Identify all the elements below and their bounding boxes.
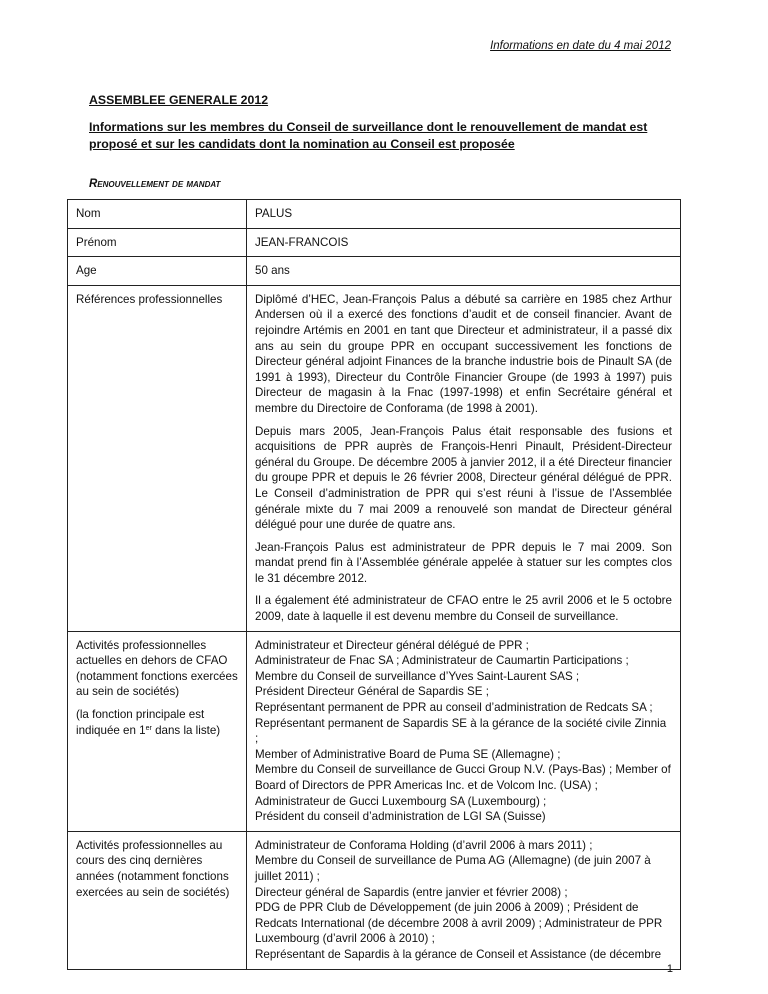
activity-line: Membre du Conseil de surveillance d’Yves Saint-Laurent SAS ; <box>255 669 580 683</box>
note-text: (la fonction principale est indiquée en 1 <box>76 708 205 737</box>
document-title: ASSEMBLEE GENERALE 2012 <box>89 93 269 107</box>
value-age: 50 ans <box>247 257 681 286</box>
label-prenom: Prénom <box>68 228 247 257</box>
table-row-references <box>68 285 681 631</box>
value-activites-actuelles <box>247 631 681 831</box>
past-activity-line: Représentant de Sapardis à la gérance de Conseil et Assistance (de décembre <box>255 947 662 961</box>
references-paragraph: Diplômé d’HEC, Jean-François Palus a débuté sa carrière en 1985 chez Arthur Andersen où il a exercé des fonctions d’audit et de conseil financier. Avant de rejoindre Artémis en 2001 en tant que Directeur et administrateur, il a passé dix ans au sein du groupe PPR en occupant successivement les fonctions de Directeur général adjoint Finances de la branche industrie bois de Pinault SA (de 1991 à 1993), Directeur du Contrôle Financier Groupe (de 1993 à 1997) puis Directeur de magasin à la Fnac (1997-1998) et enfin Secrétaire général et membre du Directoire de Conforama (de 1998 à 2001). <box>255 292 672 415</box>
value-prenom: JEAN-FRANCOIS <box>247 228 681 257</box>
table-row-nom <box>68 200 681 229</box>
past-activity-line: Directeur général de Sapardis (entre janvier et février 2008) ; <box>255 885 568 899</box>
label-activites-passees: Activités professionnelles au cours des cinq dernières années (notamment fonctions exercées au sein de sociétés) <box>68 831 247 969</box>
table-row-activites-actuelles <box>68 631 681 831</box>
label-activites-actuelles <box>68 631 247 831</box>
activity-line: Administrateur de Fnac SA ; Administrateur de Caumartin Participations ; <box>255 654 629 668</box>
document-subtitle: Informations sur les membres du Conseil de surveillance dont le renouvellement de mandat est proposé et sur les candidats dont la nomination au Conseil est proposée <box>89 120 648 151</box>
activity-line: Administrateur de Gucci Luxembourg SA (Luxembourg) ; <box>255 794 547 808</box>
past-activity-line: Luxembourg (d’avril 2006 à 2010) ; <box>255 932 435 946</box>
label-nom: Nom <box>68 200 247 229</box>
member-info-table <box>67 199 681 970</box>
activites-actuelles-note <box>76 707 238 738</box>
past-activity-line: Redcats International (de décembre 2008 à avril 2009) ; Administrateur de PPR <box>255 916 663 930</box>
table-row-age <box>68 257 681 286</box>
activity-line: Member of Administrative Board de Puma SE (Allemagne) ; <box>255 747 561 761</box>
past-activity-line: Membre du Conseil de surveillance de Puma AG (Allemagne) (de juin 2007 à <box>255 854 651 868</box>
section-heading: Renouvellement de mandat <box>89 178 221 190</box>
references-paragraph: Depuis mars 2005, Jean-François Palus était responsable des fusions et acquisitions de PPR auprès de François-Henri Pinault, Président-Directeur général du Groupe. De décembre 2005 à janvier 2012, il a été Directeur financier du groupe PPR et depuis le 26 février 2008, Directeur général délégué de PPR. Le Conseil d’administration de PPR qui s’est réuni à l’issue de l’Assemblée générale mixte du 7 mai 2009 a renouvelé son mandat de Directeur général délégué pour une durée de quatre ans. <box>255 424 672 532</box>
header-date: Informations en date du 4 mai 2012 <box>490 40 671 52</box>
table-row-activites-passees <box>68 831 681 969</box>
activity-line: Président Directeur Général de Sapardis SE ; <box>255 685 489 699</box>
activity-line: Membre du Conseil de surveillance de Gucci Group N.V. (Pays-Bas) ; Member of <box>255 763 671 777</box>
table-row-prenom <box>68 228 681 257</box>
note-superscript: er <box>145 724 152 732</box>
note-text-end: dans la liste) <box>151 723 221 737</box>
page-number: 1 <box>666 963 673 975</box>
value-references <box>247 285 681 631</box>
activity-line: Représentant permanent de Sapardis SE à la gérance de la société civile Zinnia ; <box>255 716 667 746</box>
activity-line: Board of Directors de PPR Americas Inc. et de Volcom Inc. (USA) ; <box>255 779 598 792</box>
value-activites-passees <box>247 831 681 969</box>
references-paragraph: Il a également été administrateur de CFAO entre le 25 avril 2006 et le 5 octobre 2009, date à laquelle il est devenu membre du Conseil de surveillance. <box>255 594 672 624</box>
references-paragraph: Jean-François Palus est administrateur de PPR depuis le 7 mai 2009. Son mandat prend fin à l’Assemblée générale appelée à statuer sur les comptes clos le 31 décembre 2012. <box>255 540 672 585</box>
label-references: Références professionnelles <box>68 285 247 631</box>
activity-line: Président du conseil d’administration de LGI SA (Suisse) <box>255 810 546 824</box>
activites-actuelles-label-text: Activités professionnelles actuelles en dehors de CFAO (notamment fonctions exercées au sein de sociétés) <box>76 638 238 699</box>
past-activity-line: PDG de PPR Club de Développement (de juin 2006 à 2009) ; Président de <box>255 901 639 915</box>
activity-line: Administrateur et Directeur général délégué de PPR ; <box>255 638 529 652</box>
activity-line: Représentant permanent de PPR au conseil d’administration de Redcats SA ; <box>255 701 653 715</box>
value-nom: PALUS <box>247 200 681 229</box>
past-activity-line: Administrateur de Conforama Holding (d’avril 2006 à mars 2011) ; <box>255 838 593 852</box>
past-activity-line: juillet 2011) ; <box>255 869 320 883</box>
label-age: Age <box>68 257 247 286</box>
